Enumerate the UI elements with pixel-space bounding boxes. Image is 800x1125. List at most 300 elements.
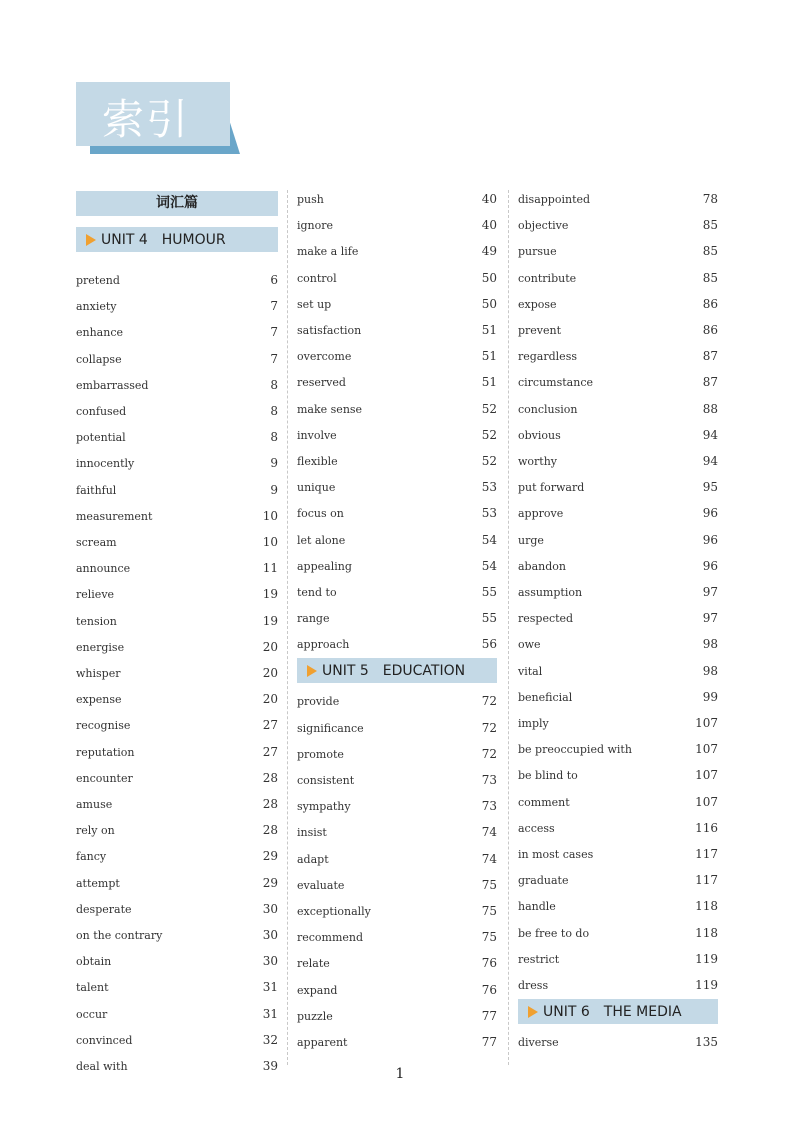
- entry-page: 87: [702, 349, 718, 364]
- entry-page: 7: [270, 325, 278, 340]
- entry-page: 117: [695, 873, 718, 888]
- index-entry[interactable]: [518, 1034, 718, 1054]
- index-entry[interactable]: [76, 639, 278, 659]
- unit-header-unit6: [518, 999, 718, 1024]
- entry-word: objective: [518, 219, 569, 233]
- entry-word: worthy: [518, 455, 558, 468]
- index-entry[interactable]: [518, 846, 718, 866]
- entry-page: 76: [481, 956, 497, 971]
- entry-word: restrict: [518, 952, 560, 966]
- index-entry[interactable]: [297, 610, 497, 630]
- entry-word: contribute: [518, 271, 577, 285]
- index-entry[interactable]: [76, 822, 278, 842]
- entry-word: disappointed: [518, 193, 591, 206]
- entry-word: approve: [518, 507, 564, 521]
- entry-word: obtain: [76, 955, 112, 969]
- entry-word: fancy: [76, 850, 107, 864]
- entry-page: 97: [702, 585, 718, 599]
- entry-page: 77: [481, 1008, 497, 1023]
- index-entry[interactable]: [297, 217, 497, 237]
- entry-page: 72: [481, 746, 497, 761]
- entry-page: 49: [481, 244, 497, 259]
- entry-word: be preoccupied with: [518, 743, 632, 757]
- entry-word: regardless: [518, 350, 577, 364]
- index-entry[interactable]: [297, 1008, 497, 1028]
- index-entry[interactable]: [76, 691, 278, 711]
- index-entry[interactable]: [518, 898, 718, 918]
- entry-word: embarrassed: [76, 378, 149, 392]
- entry-word: confused: [76, 405, 127, 418]
- entry-word: push: [297, 193, 324, 206]
- index-entry[interactable]: [76, 298, 278, 318]
- index-entry[interactable]: [76, 351, 278, 371]
- entry-word: approach: [297, 638, 350, 652]
- entry-page: 98: [702, 637, 718, 652]
- index-entry[interactable]: [297, 720, 497, 740]
- index-entry[interactable]: [76, 377, 278, 397]
- index-entry[interactable]: [76, 482, 278, 502]
- entry-word: obvious: [518, 428, 561, 442]
- column-divider: [508, 190, 509, 1065]
- entry-page: 75: [481, 904, 497, 918]
- entry-word: expand: [297, 983, 338, 997]
- index-entry[interactable]: [518, 217, 718, 237]
- index-entry[interactable]: [297, 558, 497, 578]
- entry-word: owe: [518, 638, 541, 652]
- entry-page: 30: [262, 901, 278, 916]
- index-entry[interactable]: [297, 296, 497, 316]
- index-entry[interactable]: [297, 929, 497, 949]
- unit-header-unit5: [297, 658, 497, 683]
- entry-page: 8: [270, 377, 278, 392]
- entry-word: energise: [76, 640, 125, 654]
- entry-page: 74: [481, 825, 497, 840]
- entry-word: promote: [297, 747, 344, 761]
- entry-word: ignore: [297, 219, 334, 233]
- entry-word: prevent: [518, 324, 562, 337]
- entry-word: control: [297, 271, 337, 285]
- index-entry[interactable]: [297, 191, 497, 211]
- entry-word: reputation: [76, 745, 135, 759]
- entry-page: 29: [262, 849, 278, 864]
- index-entry[interactable]: [76, 586, 278, 606]
- entry-word: overcome: [297, 350, 352, 364]
- unit-number: UNIT 6: [543, 1003, 590, 1020]
- index-entry[interactable]: [76, 796, 278, 816]
- entry-page: 53: [481, 480, 497, 495]
- page-number: 1: [395, 1066, 405, 1082]
- entry-word: unique: [297, 481, 336, 495]
- entry-page: 39: [262, 1059, 278, 1073]
- index-entry[interactable]: [297, 348, 497, 368]
- entry-page: 56: [481, 637, 497, 652]
- entry-word: relieve: [76, 588, 115, 602]
- entry-page: 87: [702, 375, 718, 390]
- entry-word: handle: [518, 900, 556, 914]
- entry-word: desperate: [76, 902, 132, 916]
- index-entry[interactable]: [297, 243, 497, 263]
- index-entry[interactable]: [297, 479, 497, 499]
- entry-page: 86: [702, 323, 718, 337]
- entry-page: 51: [481, 349, 497, 364]
- index-entry[interactable]: [518, 532, 718, 552]
- entry-page: 99: [702, 689, 718, 704]
- entry-word: occur: [76, 1007, 108, 1021]
- index-entry[interactable]: [76, 324, 278, 344]
- entry-page: 77: [481, 1035, 497, 1049]
- index-entry[interactable]: [76, 875, 278, 895]
- entry-word: assumption: [518, 586, 583, 599]
- entry-page: 29: [262, 875, 278, 890]
- index-entry[interactable]: [518, 558, 718, 578]
- entry-page: 51: [481, 375, 497, 390]
- index-entry[interactable]: [76, 770, 278, 790]
- entry-page: 72: [481, 694, 497, 709]
- index-entry[interactable]: [76, 272, 278, 292]
- entry-word: enhance: [76, 326, 123, 340]
- entry-word: imply: [518, 717, 549, 730]
- entry-page: 20: [262, 666, 278, 680]
- entry-page: 32: [262, 1032, 278, 1047]
- entry-word: conclusion: [518, 402, 578, 416]
- index-entry[interactable]: [518, 322, 718, 342]
- index-entry[interactable]: [76, 1032, 278, 1052]
- entry-page: 52: [481, 454, 497, 468]
- entry-page: 107: [695, 768, 718, 783]
- section-title: 词汇篇: [76, 191, 278, 216]
- entry-word: encounter: [76, 771, 133, 785]
- index-entry[interactable]: [76, 508, 278, 528]
- index-entry[interactable]: [76, 403, 278, 423]
- entry-word: comment: [518, 795, 570, 809]
- unit-number: UNIT 5: [322, 662, 369, 679]
- entry-page: 86: [702, 296, 718, 311]
- entry-word: pursue: [518, 245, 557, 259]
- entry-page: 40: [481, 218, 497, 233]
- index-entry[interactable]: [297, 693, 497, 713]
- entry-word: abandon: [518, 559, 566, 573]
- entry-word: convinced: [76, 1033, 133, 1047]
- entry-word: adapt: [297, 852, 329, 866]
- index-entry[interactable]: [76, 927, 278, 947]
- index-entry[interactable]: [76, 717, 278, 737]
- entry-word: respected: [518, 612, 574, 626]
- unit-name: THE MEDIA: [603, 1003, 682, 1020]
- index-entry[interactable]: [297, 1034, 497, 1054]
- entry-word: whisper: [76, 667, 121, 680]
- entry-page: 55: [481, 585, 497, 599]
- entry-page: 119: [695, 978, 718, 992]
- entry-page: 31: [262, 1006, 278, 1021]
- entry-page: 94: [702, 427, 718, 442]
- index-entry[interactable]: [518, 689, 718, 709]
- index-entry[interactable]: [518, 296, 718, 316]
- unit-header-unit4: [76, 227, 278, 252]
- index-entry[interactable]: [518, 977, 718, 997]
- title-banner: [76, 82, 256, 154]
- entry-page: 28: [262, 770, 278, 785]
- index-entry[interactable]: [518, 794, 718, 814]
- index-entry[interactable]: [518, 925, 718, 945]
- index-entry[interactable]: [518, 663, 718, 683]
- entry-page: 98: [702, 663, 718, 678]
- entry-word: put forward: [518, 481, 585, 495]
- index-entry[interactable]: [297, 824, 497, 844]
- entry-page: 11: [262, 561, 278, 576]
- entry-word: set up: [297, 297, 332, 311]
- entry-word: tension: [76, 614, 117, 628]
- index-entry[interactable]: [76, 901, 278, 921]
- entry-page: 31: [262, 980, 278, 995]
- entry-page: 20: [262, 692, 278, 707]
- entry-word: expose: [518, 297, 557, 311]
- index-entry[interactable]: [518, 348, 718, 368]
- index-entry[interactable]: [297, 851, 497, 871]
- entry-word: flexible: [297, 455, 338, 468]
- page-title: 索引: [102, 95, 191, 144]
- entry-page: 30: [262, 928, 278, 942]
- index-entry[interactable]: [518, 715, 718, 735]
- entry-page: 74: [481, 851, 497, 866]
- entry-word: reserved: [297, 376, 346, 390]
- unit-name: EDUCATION: [382, 662, 466, 679]
- entry-word: diverse: [518, 1036, 559, 1049]
- index-entry[interactable]: [518, 741, 718, 761]
- index-entry[interactable]: [76, 1006, 278, 1026]
- index-entry[interactable]: [76, 455, 278, 475]
- entry-page: 6: [270, 273, 278, 287]
- entry-page: 73: [481, 773, 497, 787]
- entry-word: measurement: [76, 509, 153, 523]
- unit-number: UNIT 4: [101, 231, 148, 248]
- entry-page: 73: [481, 799, 497, 814]
- entry-word: vital: [518, 664, 543, 678]
- entry-page: 96: [702, 506, 718, 521]
- index-entry[interactable]: [76, 953, 278, 973]
- play-triangle-icon: [307, 665, 317, 677]
- entry-word: consistent: [297, 774, 355, 787]
- index-entry[interactable]: [518, 479, 718, 499]
- entry-word: collapse: [76, 352, 122, 366]
- entry-page: 30: [262, 954, 278, 969]
- entry-page: 9: [270, 456, 278, 471]
- entry-word: potential: [76, 431, 126, 445]
- entry-word: anxiety: [76, 300, 117, 314]
- entry-page: 52: [481, 401, 497, 416]
- index-entry[interactable]: [518, 427, 718, 447]
- column-divider: [287, 190, 288, 1065]
- entry-page: 88: [702, 401, 718, 416]
- entry-page: 9: [270, 482, 278, 497]
- entry-page: 54: [481, 558, 497, 573]
- entry-page: 97: [702, 611, 718, 626]
- entry-word: be free to do: [518, 926, 590, 940]
- entry-page: 85: [702, 244, 718, 259]
- entry-page: 50: [481, 270, 497, 285]
- entry-page: 19: [262, 587, 278, 602]
- entry-page: 95: [702, 480, 718, 495]
- entry-word: beneficial: [518, 690, 573, 704]
- entry-word: exceptionally: [297, 905, 371, 918]
- index-entry[interactable]: [518, 191, 718, 211]
- entry-word: announce: [76, 562, 131, 576]
- index-entry[interactable]: [297, 532, 497, 552]
- entry-word: access: [518, 821, 555, 835]
- entry-page: 96: [702, 558, 718, 573]
- entry-page: 7: [270, 351, 278, 366]
- entry-page: 107: [695, 742, 718, 757]
- entry-page: 10: [262, 508, 278, 523]
- entry-page: 28: [262, 823, 278, 838]
- entry-page: 7: [270, 299, 278, 314]
- entry-page: 20: [262, 639, 278, 654]
- index-entry[interactable]: [297, 427, 497, 447]
- entry-word: focus on: [297, 507, 344, 521]
- index-entry[interactable]: [518, 872, 718, 892]
- entry-page: 135: [695, 1035, 718, 1049]
- index-entry[interactable]: [297, 636, 497, 656]
- entry-word: attempt: [76, 876, 120, 890]
- entry-word: insist: [297, 826, 327, 840]
- index-entry[interactable]: [76, 613, 278, 633]
- index-entry[interactable]: [518, 401, 718, 421]
- index-entry[interactable]: [518, 951, 718, 971]
- index-entry[interactable]: [297, 453, 497, 473]
- entry-page: 107: [695, 716, 718, 730]
- index-entry[interactable]: [297, 374, 497, 394]
- entry-page: 75: [481, 930, 497, 945]
- index-entry[interactable]: [518, 505, 718, 525]
- unit-name: HUMOUR: [161, 231, 226, 248]
- entry-word: provide: [297, 695, 340, 709]
- entry-word: recommend: [297, 931, 364, 945]
- entry-page: 75: [481, 877, 497, 892]
- play-triangle-icon: [528, 1006, 538, 1018]
- play-triangle-icon: [86, 234, 96, 246]
- index-entry[interactable]: [76, 560, 278, 580]
- entry-word: be blind to: [518, 769, 578, 783]
- index-entry[interactable]: [297, 746, 497, 766]
- entry-page: 27: [262, 744, 278, 759]
- entry-word: significance: [297, 721, 364, 735]
- entry-word: expense: [76, 693, 122, 707]
- index-entry[interactable]: [297, 584, 497, 604]
- entry-word: range: [297, 612, 330, 626]
- index-entry[interactable]: [297, 401, 497, 421]
- entry-page: 85: [702, 218, 718, 233]
- entry-page: 40: [481, 192, 497, 206]
- entry-word: relate: [297, 957, 330, 971]
- entry-word: tend to: [297, 586, 337, 599]
- entry-word: graduate: [518, 874, 569, 888]
- entry-word: sympathy: [297, 800, 351, 814]
- entry-word: dress: [518, 979, 549, 992]
- entry-word: amuse: [76, 798, 113, 811]
- entry-page: 94: [702, 454, 718, 468]
- index-entry[interactable]: [297, 982, 497, 1002]
- entry-page: 19: [262, 613, 278, 628]
- entry-word: make a life: [297, 245, 359, 259]
- index-entry[interactable]: [76, 848, 278, 868]
- entry-page: 118: [695, 925, 718, 940]
- entry-page: 118: [695, 899, 718, 914]
- index-entry[interactable]: [76, 665, 278, 685]
- entry-page: 72: [481, 720, 497, 735]
- index-entry[interactable]: [518, 374, 718, 394]
- index-entry[interactable]: [518, 820, 718, 840]
- index-entry[interactable]: [518, 610, 718, 630]
- index-entry[interactable]: [76, 534, 278, 554]
- entry-word: puzzle: [297, 1009, 333, 1023]
- index-entry[interactable]: [518, 243, 718, 263]
- entry-page: 119: [695, 951, 718, 966]
- entry-page: 116: [695, 820, 718, 835]
- index-entry[interactable]: [297, 772, 497, 792]
- index-entry[interactable]: [518, 453, 718, 473]
- entry-page: 53: [481, 506, 497, 521]
- index-entry[interactable]: [518, 270, 718, 290]
- entry-page: 52: [481, 427, 497, 442]
- entry-word: pretend: [76, 274, 120, 287]
- entry-word: urge: [518, 533, 544, 547]
- index-entry[interactable]: [297, 505, 497, 525]
- entry-page: 85: [702, 270, 718, 285]
- entry-page: 51: [481, 323, 497, 337]
- entry-word: satisfaction: [297, 324, 362, 337]
- entry-page: 27: [262, 718, 278, 733]
- entry-page: 54: [481, 532, 497, 547]
- entry-page: 55: [481, 611, 497, 626]
- index-entry[interactable]: [297, 798, 497, 818]
- entry-word: apparent: [297, 1036, 348, 1049]
- entry-word: deal with: [76, 1060, 128, 1073]
- index-entry[interactable]: [518, 767, 718, 787]
- entry-word: innocently: [76, 457, 135, 471]
- entry-word: talent: [76, 981, 109, 995]
- index-entry[interactable]: [297, 270, 497, 290]
- index-entry[interactable]: [297, 955, 497, 975]
- entry-word: faithful: [76, 483, 117, 497]
- index-entry[interactable]: [297, 877, 497, 897]
- entry-word: in most cases: [518, 848, 594, 861]
- index-entry[interactable]: [76, 744, 278, 764]
- entry-word: circumstance: [518, 376, 593, 390]
- index-entry[interactable]: [76, 979, 278, 999]
- index-entry[interactable]: [297, 903, 497, 923]
- entry-page: 117: [695, 847, 718, 861]
- entry-word: let alone: [297, 533, 346, 547]
- entry-word: scream: [76, 536, 117, 549]
- index-entry[interactable]: [518, 584, 718, 604]
- entry-page: 50: [481, 296, 497, 311]
- index-entry[interactable]: [518, 636, 718, 656]
- index-entry[interactable]: [76, 429, 278, 449]
- entry-word: evaluate: [297, 878, 345, 892]
- entry-word: rely on: [76, 824, 115, 838]
- entry-page: 78: [702, 192, 718, 206]
- entry-word: recognise: [76, 719, 131, 733]
- entry-word: make sense: [297, 402, 363, 416]
- entry-page: 107: [695, 794, 718, 809]
- entry-page: 8: [270, 430, 278, 445]
- entry-page: 8: [270, 404, 278, 418]
- entry-word: involve: [297, 428, 337, 442]
- entry-word: on the contrary: [76, 929, 163, 942]
- entry-page: 76: [481, 982, 497, 997]
- entry-page: 10: [262, 535, 278, 549]
- entry-word: appealing: [297, 559, 352, 573]
- index-entry[interactable]: [297, 322, 497, 342]
